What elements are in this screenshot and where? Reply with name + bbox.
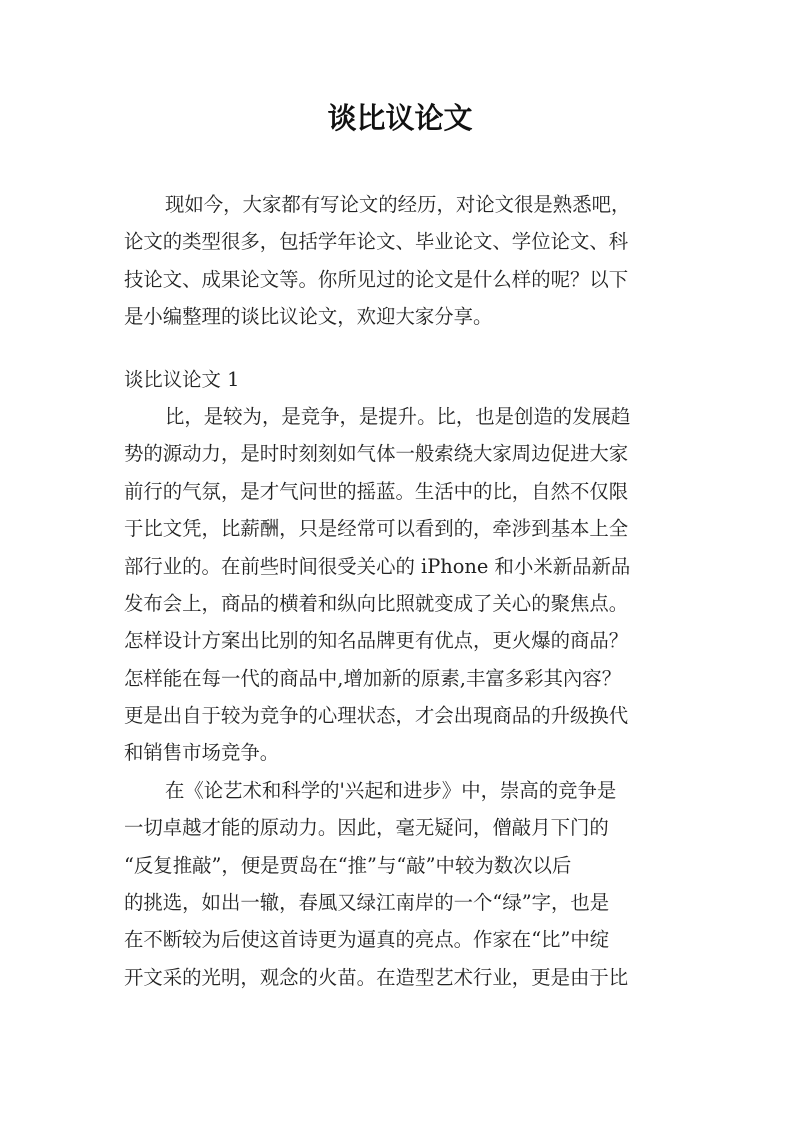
text-line: 和销售市场竞争。: [124, 741, 280, 765]
text-line: 现如今，大家都有写论文的经历，对论文很是熟悉吧，: [165, 193, 631, 216]
document-title: 谈比议论文: [327, 101, 473, 135]
text-line: 一切卓越才能的原动力。因此，毫无疑问，僧敲月下门的: [124, 816, 609, 840]
text-line: 比，是较为，是竞争，是提升。比，也是创造的发展趋: [165, 404, 631, 428]
text-line: 于比文凭，比薪酬，只是经常可以看到的，牵涉到基本上全: [124, 517, 629, 541]
text-line: 势的源动力，是时时刻刻如气体一般索绕大家周边促进大家: [124, 442, 629, 466]
text-line: “反复推敲”，便是贾岛在“推”与“敲”中较为数次以后: [124, 853, 572, 877]
text-line: 技论文、成果论文等。你所见过的论文是什么样的呢？以下: [124, 267, 629, 291]
text-line: 是小编整理的谈比议论文，欢迎大家分享。: [124, 305, 493, 329]
text-line: 的挑选，如出一辙，春風又绿江南岸的一个“绿”字，也是: [124, 891, 610, 915]
intro-paragraph: [124, 186, 680, 336]
text-line: 论文的类型很多，包括学年论文、毕业论文、学位论文、科: [124, 230, 629, 254]
text-line: 开文采的光明，观念的火苗。在造型艺术行业，更是由于比: [124, 965, 629, 989]
document-body: [124, 186, 680, 996]
text-line: 怎样设计方案出比别的知名品牌更有优点，更火爆的商品？: [124, 629, 629, 653]
text-line: 部行业的。在前些时间很受关心的 iPhone 和小米新品新品: [124, 554, 631, 578]
body-paragraph-1: [124, 398, 680, 772]
text-line: 发布会上，商品的横着和纵向比照就变成了关心的聚焦点。: [124, 591, 629, 615]
text-line: 在《论艺术和科学的'兴起和进步》中，崇高的竞争是: [165, 778, 617, 802]
text-line: 更是出自于较为竞争的心理状态，才会出現商品的升级换代: [124, 704, 629, 728]
text-line: 怎样能在每一代的商品中,增加新的原素,丰富多彩其內容？: [124, 666, 622, 690]
body-paragraph-2: [124, 772, 680, 996]
section-heading: 谈比议论文 1: [124, 367, 240, 391]
text-line: 前行的气氛，是才气问世的摇蓝。生活中的比，自然不仅限: [124, 479, 629, 503]
text-line: 在不断较为后使这首诗更为逼真的亮点。作家在“比”中绽: [124, 928, 610, 952]
